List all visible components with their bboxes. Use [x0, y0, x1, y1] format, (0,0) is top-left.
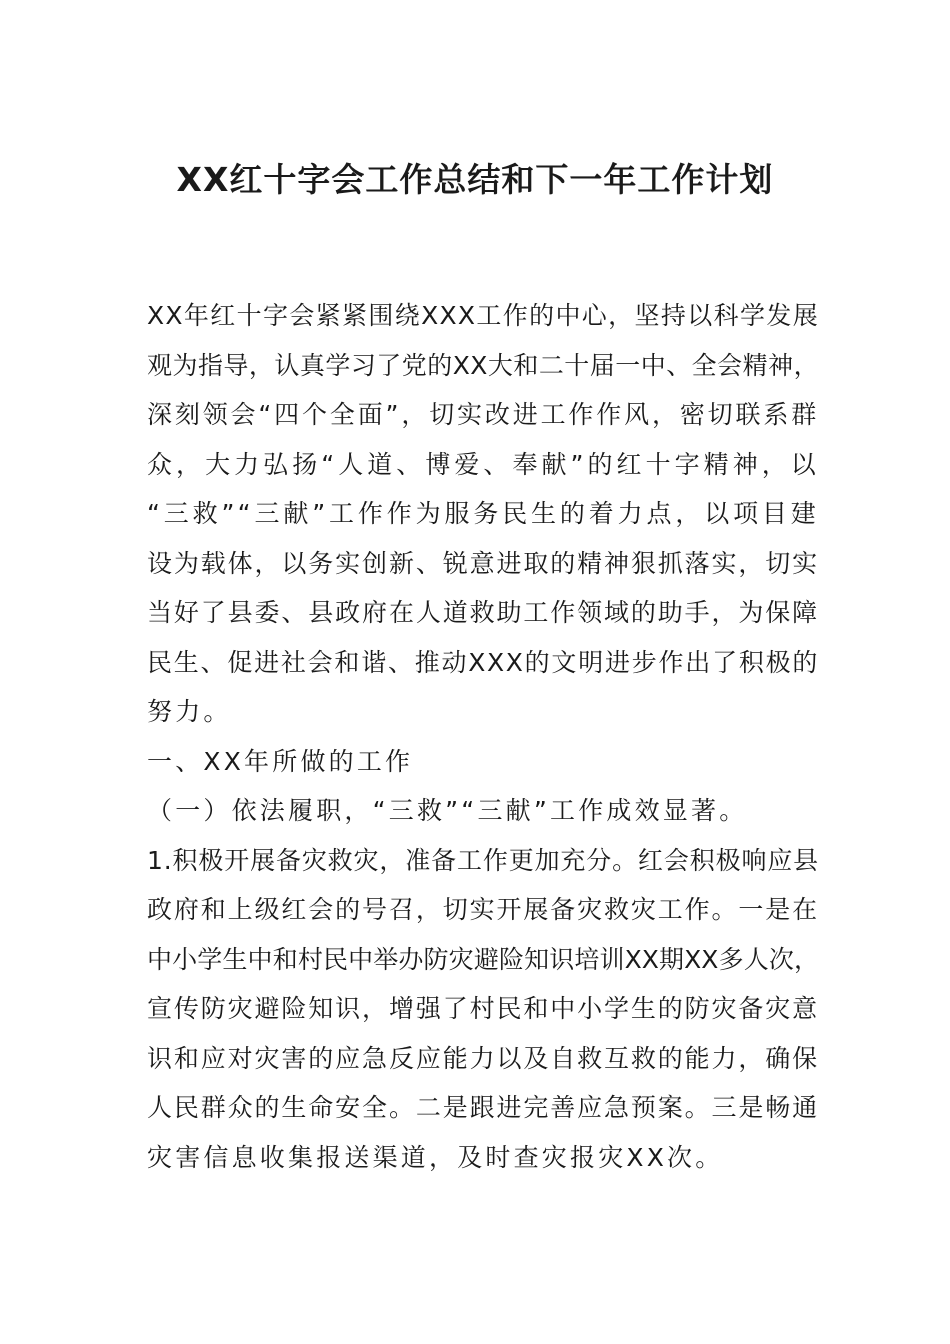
- body-line: 当好了县委、县政府在人道救助工作领域的助手，为保障: [147, 598, 819, 627]
- section-heading: 一、XX年所做的工作: [147, 746, 414, 776]
- document-title: XX红十字会工作总结和下一年工作计划: [176, 160, 774, 199]
- body-line: 努力。: [147, 697, 232, 726]
- body-line: 中小学生中和村民中举办防灾避险知识培训XX期XX多人次，: [147, 944, 819, 974]
- body-line: 设为载体，以务实创新、锐意进取的精神狠抓落实，切实: [147, 548, 819, 578]
- body-line: 深刻领会“四个全面”，切实改进工作作风，密切联系群: [147, 400, 819, 429]
- body-line: 灾害信息收集报送渠道，及时查灾报灾XX次。: [147, 1142, 724, 1172]
- subsection-heading: （一）依法履职，“三救”“三献”工作成效显著。: [147, 796, 748, 825]
- body-line: 众，大力弘扬“人道、博爱、奉献”的红十字精神，以: [147, 449, 819, 479]
- body-line: 1.积极开展备灾救灾，准备工作更加充分。红会积极响应县: [147, 845, 819, 875]
- body-line: XX年红十字会紧紧围绕XXX工作的中心，坚持以科学发展: [147, 301, 819, 330]
- body-line: 宣传防灾避险知识，增强了村民和中小学生的防灾备灾意: [147, 994, 819, 1023]
- body-line: 政府和上级红会的号召，切实开展备灾救灾工作。一是在: [147, 895, 819, 924]
- body-line: 民生、促进社会和谐、推动XXX的文明进步作出了积极的: [147, 647, 819, 677]
- body-line: 识和应对灾害的应急反应能力以及自救互救的能力，确保: [147, 1043, 819, 1073]
- document-body: [147, 291, 819, 1182]
- body-line: 观为指导，认真学习了党的XX大和二十届一中、全会精神，: [147, 350, 819, 380]
- body-line: “三救”“三献”工作作为服务民生的着力点，以项目建: [147, 499, 819, 528]
- body-line: 人民群众的生命安全。二是跟进完善应急预案。三是畅通: [147, 1093, 819, 1122]
